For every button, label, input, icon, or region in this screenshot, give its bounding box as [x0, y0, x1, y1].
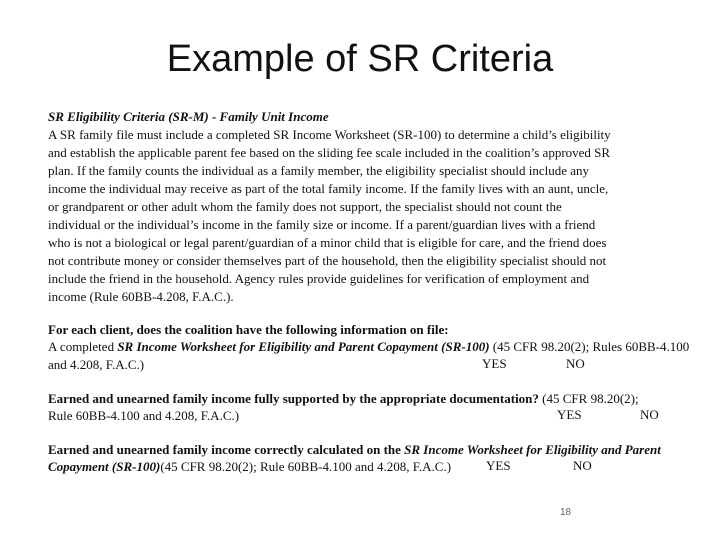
q3-form-name: SR Income Worksheet for Eligibility and Parent: [404, 442, 661, 457]
q3-text: Earned and unearned family income correctly calculated on the: [48, 442, 405, 457]
q3-no-option[interactable]: NO: [573, 458, 592, 473]
paragraph-line: who is not a biological or legal parent/guardian of a minor child that is eligible for care, and the friend does: [48, 235, 607, 250]
q3-citation: (45 CFR 98.20(2); Rule 60BB-4.100 and 4.208, F.A.C.): [160, 459, 452, 474]
q1-no-option[interactable]: NO: [566, 356, 585, 371]
q2-citation: (45 CFR 98.20(2);: [538, 391, 639, 406]
q1-citation: (45 CFR 98.20(2); Rules 60BB-4.100: [489, 339, 690, 354]
paragraph-line: not contribute money or consider themselves part of the household, then the eligibility specialist should not: [48, 253, 607, 268]
question-intro: For each client, does the coalition have the following information on file:: [48, 322, 449, 337]
slide-title: Example of SR Criteria: [166, 38, 554, 80]
q2-citation-cont: Rule 60BB-4.100 and 4.208, F.A.C.): [48, 408, 240, 423]
q2-yes-option[interactable]: YES: [557, 407, 582, 422]
paragraph-line: and establish the applicable parent fee based on the sliding fee scale included in the coalition’s approved SR: [48, 145, 611, 160]
paragraph-line: plan. If the family counts the individual as a family member, the eligibility specialist should include any: [48, 163, 590, 178]
q1-yes-option[interactable]: YES: [482, 356, 507, 371]
q2-text: Earned and unearned family income fully supported by the appropriate documentation?: [48, 391, 539, 406]
paragraph-line: or grandparent or other adult whom the family does not support, the specialist should not count the: [48, 199, 562, 214]
paragraph-line: individual or the individual’s income in the family size or income. If a parent/guardian lives with a friend: [48, 217, 596, 232]
paragraph-line: income (Rule 60BB-4.208, F.A.C.).: [48, 289, 234, 304]
q3-yes-option[interactable]: YES: [486, 458, 511, 473]
q3-form-name-cont: Copayment (SR-100): [48, 459, 161, 474]
page-number: 18: [560, 507, 572, 518]
paragraph-line: A SR family file must include a completed SR Income Worksheet (SR-100) to determine a child’s eligibility: [48, 127, 611, 142]
paragraph-line: include the friend in the household. Agency rules provide guidelines for verification of employment and: [48, 271, 590, 286]
q1-form-name: SR Income Worksheet for Eligibility and Parent Copayment (SR-100): [117, 339, 490, 354]
subheading: SR Eligibility Criteria (SR-M) - Family Unit Income: [48, 109, 329, 124]
paragraph-line: income the individual may receive as part of the total family income. If the family lives with an aunt, uncle,: [48, 181, 609, 196]
q1-citation-cont: and 4.208, F.A.C.): [48, 357, 145, 372]
q2-no-option[interactable]: NO: [640, 407, 659, 422]
q1-prefix: A completed: [48, 339, 118, 354]
